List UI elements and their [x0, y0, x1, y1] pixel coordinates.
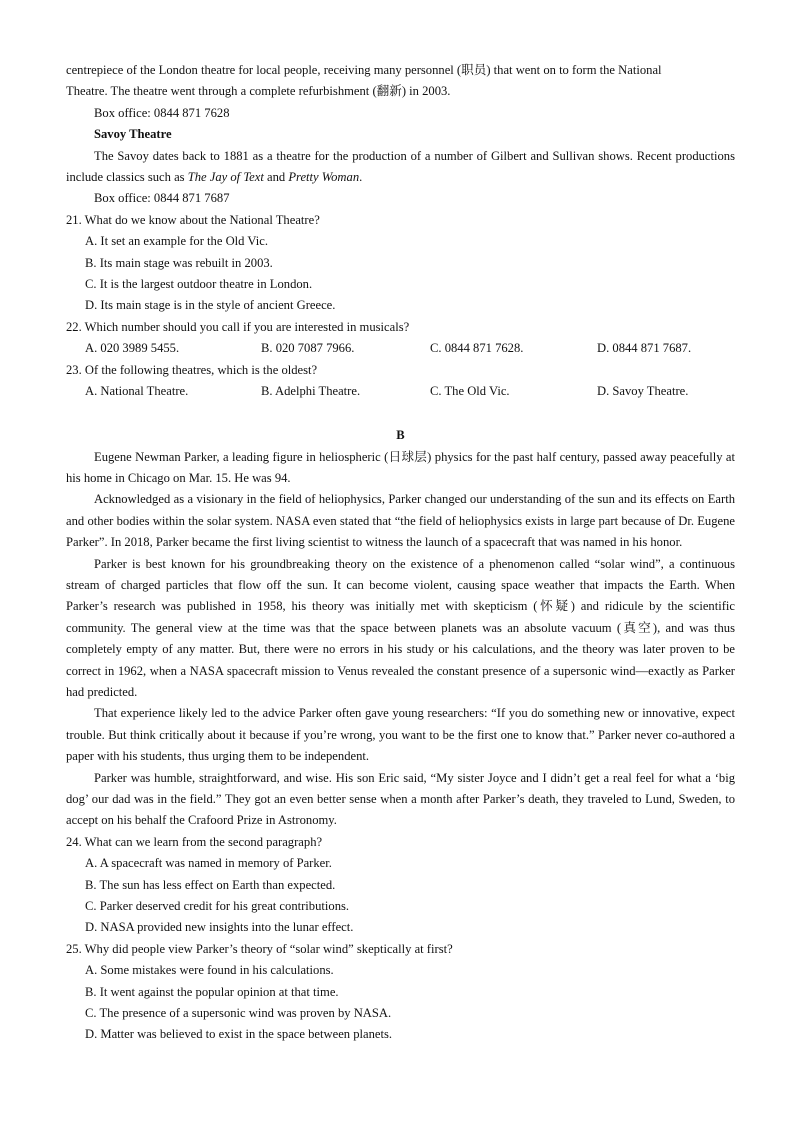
- savoy-text-1: The Savoy dates back to 1881 as a theatre for the production of a number of Gilbert and Sullivan shows. Recent productions include classics such as: [66, 148, 735, 185]
- paragraph-2: Acknowledged as a visionary in the field of heliophysics, Parker changed our understanding of the sun and its effects on Earth and other bodies within the solar system. NASA even stated that “the field of heliophysics exists in large part because of Dr. Eugene Parker”. In 2018, Parker became the first living scientist to witness the launch of a spacecraft that was named in his honor.: [66, 492, 735, 550]
- question-stem: 22. Which number should you call if you are interested in musicals?: [66, 319, 410, 334]
- paragraph-1: Eugene Newman Parker, a leading figure in heliospheric (日球层) physics for the past half century, passed away peacefully at his home in Chicago on Mar. 15. He was 94.: [66, 449, 735, 485]
- option-c: C. The presence of a supersonic wind was proven by NASA.: [85, 1006, 392, 1021]
- option-d: D. NASA provided new insights into the lunar effect.: [85, 920, 354, 935]
- option-c: C. 0844 871 7628.: [430, 341, 524, 356]
- question-stem: 25. Why did people view Parker’s theory of “solar wind” skeptically at first?: [66, 941, 453, 956]
- question-22: [66, 317, 735, 360]
- option-b: B. Its main stage was rebuilt in 2003.: [85, 255, 273, 270]
- national-desc-line-1: centrepiece of the London theatre for local people, receiving many personnel (职员) that went on to form the National: [66, 63, 662, 77]
- question-23: [66, 360, 735, 403]
- savoy-box-office: Box office: 0844 871 7687: [94, 191, 230, 206]
- national-desc-line-2: Theatre. The theatre went through a complete refurbishment (翻新) in 2003.: [66, 84, 451, 99]
- option-c: C. The Old Vic.: [430, 384, 510, 399]
- savoy-title-1: The Jay of Text: [187, 170, 264, 185]
- option-c: C. Parker deserved credit for his great contributions.: [85, 899, 350, 914]
- option-d: D. Its main stage is in the style of ancient Greece.: [85, 298, 336, 313]
- question-stem: 24. What can we learn from the second paragraph?: [66, 834, 323, 849]
- question-stem: 21. What do we know about the National Theatre?: [66, 212, 320, 227]
- option-a: A. It set an example for the Old Vic.: [85, 234, 268, 249]
- paragraph-3: Parker is best known for his groundbreaking theory on the existence of a phenomenon called “solar wind”, a continuous stream of charged particles that flow off the sun. It can become violent, causing space weather that impacts the Earth. When Parker’s research was published in 1958, his theory was initially met with skepticism (怀疑) and ridicule by the scientific community. The general view at the time was that the space between planets was an absolute vacuum (真空), and was thus completely empty of any matter. But, there were no errors in his study or his calculations, and the theory was later proven to be correct in 1962, when a NASA spacecraft mission to Venus revealed the constant presence of a supersonic wind—exactly as Parker had predicted.: [66, 556, 735, 699]
- option-a: A. 020 3989 5455.: [85, 341, 180, 356]
- national-box-office: Box office: 0844 871 7628: [94, 105, 230, 120]
- savoy-theatre-heading: Savoy Theatre: [94, 127, 172, 142]
- options-row: [66, 381, 735, 402]
- question-25: [66, 939, 735, 1046]
- question-stem: 23. Of the following theatres, which is the oldest?: [66, 362, 318, 377]
- savoy-text-3: .: [359, 170, 363, 185]
- savoy-text-2: and: [263, 170, 289, 185]
- option-b: B. Adelphi Theatre.: [261, 384, 361, 399]
- option-b: B. It went against the popular opinion at that time.: [85, 984, 339, 999]
- question-21: [66, 210, 735, 317]
- question-24: [66, 832, 735, 939]
- option-b: B. 020 7087 7966.: [261, 341, 355, 356]
- section-b-title: B: [396, 427, 405, 442]
- savoy-title-2: Pretty Woman: [288, 170, 360, 185]
- option-d: D. Savoy Theatre.: [597, 384, 689, 399]
- option-a: A. A spacecraft was named in memory of Parker.: [85, 856, 332, 871]
- national-theatre-description: [66, 60, 735, 103]
- paragraph-5: Parker was humble, straightforward, and wise. His son Eric said, “My sister Joyce and I didn’t get a real feel for what a ‘big dog’ our dad was in the field.” They got an even better sense when a month after Parker’s death, they traveled to Lund, Sweden, to accept on his behalf the Crafoord Prize in Astronomy.: [66, 770, 735, 828]
- option-c: C. It is the largest outdoor theatre in London.: [85, 277, 313, 292]
- option-d: D. Matter was believed to exist in the space between planets.: [85, 1027, 393, 1042]
- option-a: A. National Theatre.: [85, 384, 189, 399]
- paragraph-4: That experience likely led to the advice Parker often gave young researchers: “If you do something new or innovative, expect trouble. But think critically about it because if you’re wrong, you want to be the first one to know that.” Parker never co-authored a paper with his students, thus urging them to be independent.: [66, 706, 735, 764]
- option-a: A. Some mistakes were found in his calculations.: [85, 963, 334, 978]
- options-row: [66, 338, 735, 359]
- savoy-theatre-description: [66, 146, 735, 189]
- option-d: D. 0844 871 7687.: [597, 341, 692, 356]
- option-b: B. The sun has less effect on Earth than expected.: [85, 877, 336, 892]
